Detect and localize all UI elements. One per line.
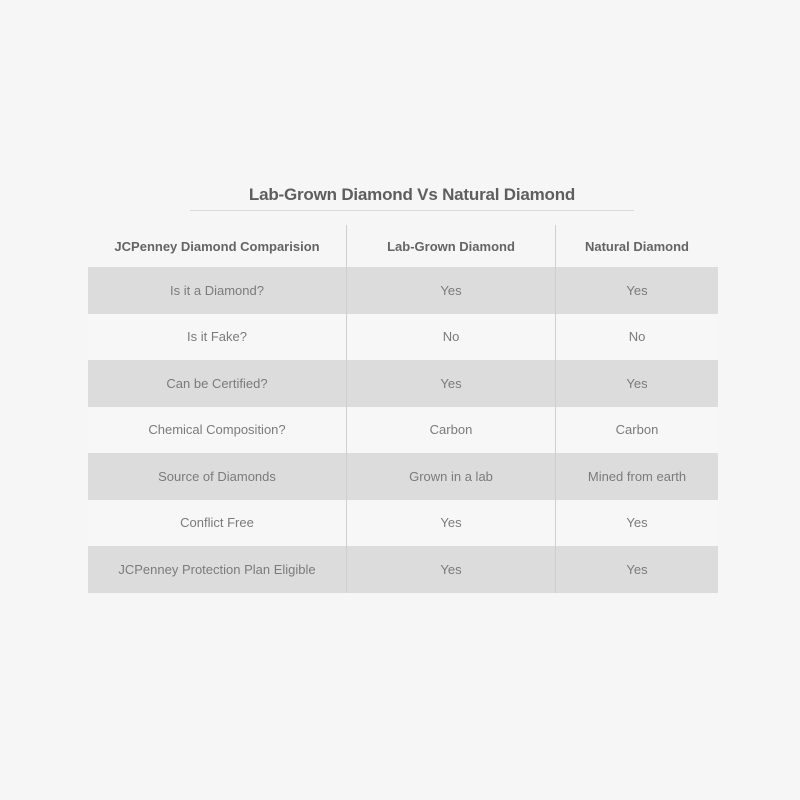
row-value-natural: Yes xyxy=(555,546,718,593)
row-value-lab-grown: Carbon xyxy=(346,407,555,454)
table-row xyxy=(88,360,718,407)
row-value-natural: Yes xyxy=(555,267,718,314)
row-feature-label: Can be Certified? xyxy=(166,375,268,391)
row-value-lab-grown: Yes xyxy=(346,500,555,547)
row-value-lab-grown: Yes xyxy=(346,360,555,407)
row-value-lab-grown: No xyxy=(346,314,555,361)
row-value-natural: Carbon xyxy=(555,407,718,454)
table-row xyxy=(88,500,718,547)
row-feature-label: Conflict Free xyxy=(180,515,254,531)
row-value-natural: No xyxy=(555,314,718,361)
table-row xyxy=(88,546,718,593)
table-row xyxy=(88,453,718,500)
table-header-row xyxy=(88,225,718,267)
page-title: Lab-Grown Diamond Vs Natural Diamond xyxy=(190,187,634,211)
header-cell-feature: JCPenney Diamond Comparision xyxy=(114,238,320,254)
row-value-lab-grown: Yes xyxy=(346,267,555,314)
row-value-natural: Yes xyxy=(555,360,718,407)
table-row xyxy=(88,267,718,314)
header-cell-lab-grown: Lab-Grown Diamond xyxy=(346,225,555,267)
row-value-natural: Mined from earth xyxy=(555,453,718,500)
table-container xyxy=(88,187,718,593)
row-feature-label: Chemical Composition? xyxy=(148,422,286,438)
table-row xyxy=(88,314,718,361)
table-row xyxy=(88,407,718,454)
row-feature-label: Is it a Diamond? xyxy=(170,282,264,298)
row-feature-label: Is it Fake? xyxy=(187,329,247,345)
row-feature-label: Source of Diamonds xyxy=(158,468,276,484)
row-value-natural: Yes xyxy=(555,500,718,547)
row-value-lab-grown: Grown in a lab xyxy=(346,453,555,500)
row-feature-label: JCPenney Protection Plan Eligible xyxy=(118,561,316,577)
header-cell-natural: Natural Diamond xyxy=(555,225,718,267)
row-value-lab-grown: Yes xyxy=(346,546,555,593)
